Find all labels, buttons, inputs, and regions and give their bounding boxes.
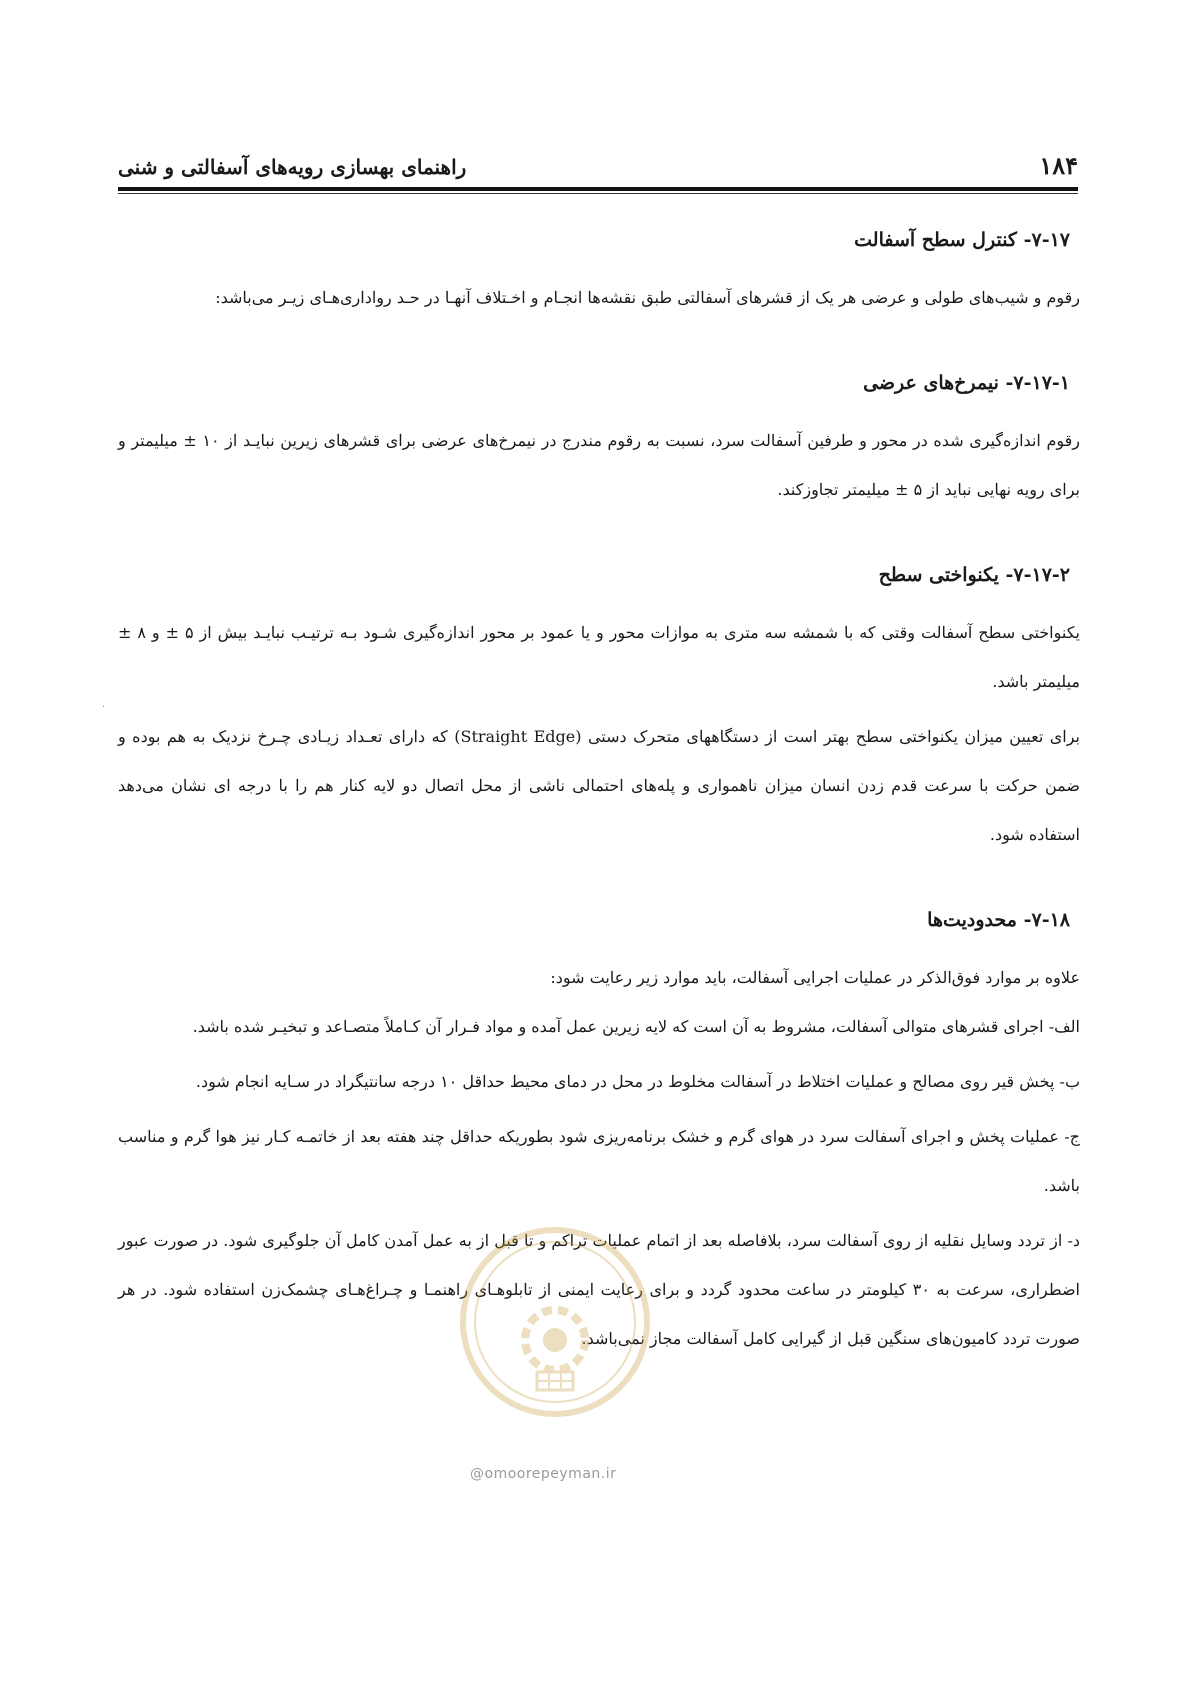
header-rule-thin bbox=[118, 193, 1078, 194]
watermark-url: @omoorepeyman.ir bbox=[470, 1466, 617, 1482]
list-item-alef: الف- اجرای قشرهای متوالی آسفالت، مشروط به آن است که لایه زیرین عمل آمده و مواد فـرار آن کـاملاً متصـاعد و تبخیـر شده باشد. bbox=[192, 1017, 1080, 1036]
section-heading-limitations: ۷-۱۸- محدودیت‌ها bbox=[927, 909, 1070, 931]
running-header-title: راهنمای بهسازی رویه‌های آسفالتی و شنی bbox=[118, 155, 467, 179]
paragraph-surface-control: رقوم و شیب‌های طولی و عرضی هر یک از قشرهای آسفالتی طبق نقشه‌ها انجـام و اخـتلاف آنهـا در حـد رواداری‌هـای زیـر می‌باشد: bbox=[215, 288, 1080, 307]
header-rule-thick bbox=[118, 187, 1078, 191]
section-heading-surface-control: ۷-۱۷- کنترل سطح آسفالت bbox=[854, 229, 1070, 251]
running-header bbox=[118, 151, 1078, 187]
page-number: ۱۸۴ bbox=[1039, 151, 1078, 180]
paragraph-surface-uniformity-1: یکنواختی سطح آسفالت وقتی که با شمشه سه متری به موازات محور و یا عمود بر محور اندازه‌گیری شـود بـه ترتیـب نبایـد بیش از ۵ ± و ۸ ± میلیمتر باشد. bbox=[118, 623, 1080, 691]
list-item-be: ب- پخش قیر روی مصالح و عملیات اختلاط در آسفالت مخلوط در محل در دمای محیط حداقل ۱۰ درجه سانتیگراد در سـایه انجام شود. bbox=[195, 1072, 1080, 1091]
section-heading-surface-uniformity: ۷-۱۷-۲- یکنواختی سطح bbox=[878, 564, 1070, 586]
list-item-jim: ج- عملیات پخش و اجرای آسفالت سرد در هوای گرم و خشک برنامه‌ریزی شود بطوریکه حداقل چند هفته بعد از خاتمـه کـار نیز هوا گرم و مناسب باشد. bbox=[118, 1127, 1080, 1195]
list-item-dal: د- از تردد وسایل نقلیه از روی آسفالت سرد، بلافاصله بعد از اتمام عملیات تراکم و تا قبل از به عمل آمدن کامل آن جلوگیری شود. در صورت عبور اضطراری، سرعت به ۳۰ کیلومتر در ساعت محدود گردد و برای رعایت ایمنی از تابلوهـای راهنمـا و چـراغ‌هـای چشمک‌زن استفاده شود. در هر صورت تردد کامیون‌های سنگین قبل از گیرایی کامل آسفالت مجاز نمی‌باشد. bbox=[118, 1231, 1080, 1348]
paragraph-cross-sections: رقوم اندازه‌گیری شده در محور و طرفین آسفالت سرد، نسبت به رقوم مندرج در نیمرخ‌های عرضی برای قشرهای زیرین نبایـد از ۱۰ ± میلیمتر و برای رویه نهایی نباید از ۵ ± میلیمتر تجاوزکند. bbox=[118, 431, 1081, 499]
paragraph-surface-uniformity-2: برای تعیین میزان یکنواختی سطح بهتر است از دستگاههای متحرک دستی (Straight Edge) که دارای تعـداد زیـادی چـرخ نزدیک به هم بوده و ضمن حرکت با سرعت قدم زدن انسان میزان ناهمواری و پله‌های احتمالی ناشی از محل اتصال دو لایه کنار هم را با درجه ای نشان می‌دهد استفاده شود. bbox=[118, 727, 1081, 844]
paragraph-limitations-intro: علاوه بر موارد فوق‌الذکر در عملیات اجرایی آسفالت، باید موارد زیر رعایت شود: bbox=[550, 968, 1080, 987]
section-heading-cross-sections: ۷-۱۷-۱- نیمرخ‌های عرضی bbox=[863, 372, 1070, 394]
margin-mark: · bbox=[102, 702, 106, 713]
document-body bbox=[118, 225, 1080, 1363]
